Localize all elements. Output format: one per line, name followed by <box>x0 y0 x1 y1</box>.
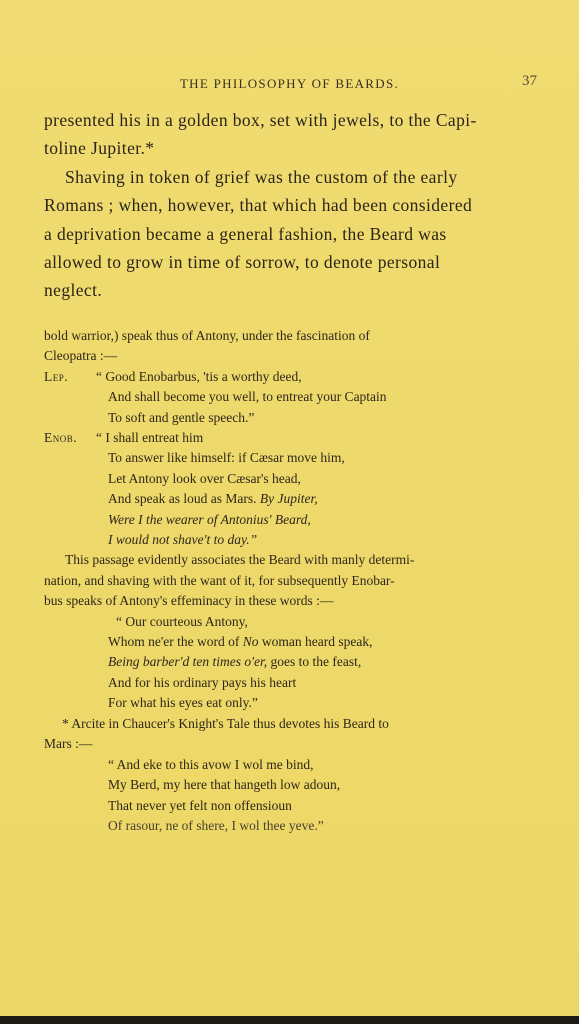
running-title: THE PHILOSOPHY OF BEARDS. <box>179 76 400 91</box>
footnote-line: * Arcite in Chaucer's Knight's Tale thus devotes his Beard to <box>62 716 389 731</box>
verse-segment: woman heard speak, <box>258 633 373 649</box>
text-line: allowed to grow in time of sorrow, to denote personal <box>44 252 441 273</box>
verse-text <box>108 652 361 672</box>
verse-italic: By Jupiter, <box>259 491 318 507</box>
text-line: a deprivation became a general fashion, the Beard was <box>44 223 447 244</box>
verse-line <box>44 448 470 468</box>
verse-italic: No <box>242 633 259 649</box>
verse-segment: Whom ne'er the word of <box>108 633 243 649</box>
text-line: Cleopatra :— <box>44 348 118 364</box>
text-line: This passage evidently associates the Beard with manly determi- <box>65 552 415 568</box>
verse-line <box>44 755 470 775</box>
text-line: neglect. <box>44 280 103 301</box>
verse-line <box>44 632 470 652</box>
verse-segment: And speak as loud as Mars. <box>108 491 257 507</box>
text-line: Romans ; when, however, that which had been considered <box>44 195 473 216</box>
verse-line <box>44 775 470 795</box>
verse-line <box>44 408 470 428</box>
verse-text <box>108 632 373 652</box>
running-head <box>0 73 579 94</box>
verse-line <box>44 489 470 509</box>
verse-text: For what his eyes eat only.” <box>108 695 258 711</box>
main-text <box>44 106 477 305</box>
verse-text: To soft and gentle speech.” <box>108 409 255 425</box>
speaker-label: Enob. <box>44 429 78 445</box>
speaker-label: Lep. <box>44 368 69 384</box>
verse-text: To answer like himself: if Cæsar move him, <box>108 450 345 466</box>
verse-line <box>44 693 470 713</box>
verse-text: And shall become you well, to entreat your Captain <box>108 389 387 405</box>
verse-line <box>44 387 470 407</box>
footnote-line: Mars :— <box>44 736 93 752</box>
verse-italic: I would not shave't to day.” <box>108 531 258 547</box>
verse-text: “ And eke to this avow I wol me bind, <box>108 756 314 772</box>
verse-italic: Were I the wearer of Antonius' Beard, <box>108 511 311 527</box>
text-line: toline Jupiter.* <box>44 138 155 159</box>
verse-line <box>44 367 470 387</box>
verse-line <box>44 469 470 489</box>
text-line: presented his in a golden box, set with jewels, to the Capi- <box>44 110 477 130</box>
verse-segment: goes to the feast, <box>267 654 362 670</box>
verse-text: Let Antony look over Cæsar's head, <box>108 470 301 486</box>
verse-text <box>108 489 318 509</box>
verse-line <box>44 530 470 550</box>
verse-text: That never yet felt non offensioun <box>108 797 292 813</box>
verse-line <box>44 428 470 448</box>
verse-line <box>44 796 470 816</box>
verse-text: My Berd, my here that hangeth low adoun, <box>108 777 341 793</box>
verse-text: And for his ordinary pays his heart <box>108 674 297 690</box>
verse-line <box>44 612 470 632</box>
footnote <box>44 714 470 836</box>
verse-line <box>44 816 470 836</box>
verse-line <box>44 510 470 530</box>
text-line: bold warrior,) speak thus of Antony, under the fascination of <box>44 328 370 343</box>
verse-text: Of rasour, ne of shere, I wol thee yeve.” <box>108 817 324 833</box>
quoted-passage <box>44 326 470 714</box>
verse-text: “ Good Enobarbus, 'tis a worthy deed, <box>96 368 302 384</box>
text-line: Shaving in token of grief was the custom of the early <box>65 166 458 187</box>
page-number: 37 <box>522 73 537 89</box>
verse-line <box>44 652 470 672</box>
verse-text: “ Our courteous Antony, <box>116 613 248 629</box>
verse-text: “ I shall entreat him <box>96 429 204 445</box>
page-bottom-edge <box>0 1016 579 1024</box>
text-line: nation, and shaving with the want of it, for subsequently Enobar- <box>44 572 395 588</box>
text-line: bus speaks of Antony's effeminacy in these words :— <box>44 593 334 609</box>
verse-italic: Being barber'd ten times o'er, <box>108 654 268 670</box>
verse-line <box>44 673 470 693</box>
